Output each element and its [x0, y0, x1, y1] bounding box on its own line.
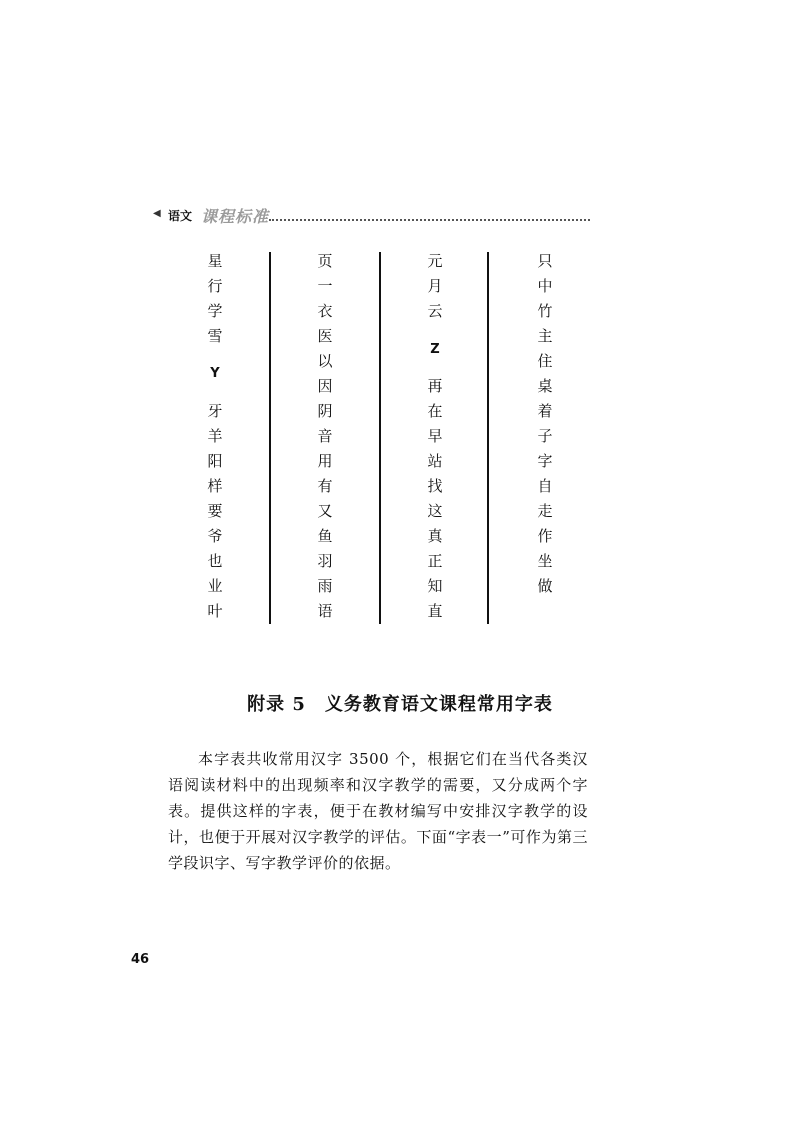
- char-cell: 月: [427, 277, 443, 295]
- char-cell: 医: [317, 327, 333, 345]
- char-cell: 要: [207, 502, 223, 520]
- body-text: [168, 746, 588, 876]
- char-cell: 再: [427, 377, 443, 395]
- char-cell: 元: [427, 252, 443, 270]
- char-cell: 叶: [207, 602, 223, 620]
- char-cell: 页: [317, 252, 333, 270]
- char-cell: 这: [427, 502, 443, 520]
- char-cell: 作: [537, 527, 553, 545]
- char-cell: 因: [317, 377, 333, 395]
- char-cell: 知: [427, 577, 443, 595]
- char-cell: 着: [537, 402, 553, 420]
- char-cell: 语: [317, 602, 333, 620]
- char-cell: 雪: [207, 327, 223, 345]
- char-cell: 主: [537, 327, 553, 345]
- char-cell: 用: [317, 452, 333, 470]
- char-cell: 桌: [537, 377, 553, 395]
- char-cell: 阴: [317, 402, 333, 420]
- char-cell: 正: [427, 552, 443, 570]
- char-column-4: [490, 252, 600, 624]
- char-cell: 只: [537, 252, 553, 270]
- header-dotted-rule: [269, 219, 590, 221]
- char-cell: 羊: [207, 427, 223, 445]
- pinyin-letter-heading: Y: [210, 366, 220, 381]
- page-number: 46: [131, 952, 150, 967]
- triangle-marker-icon: ◀: [153, 208, 161, 219]
- char-cell: 羽: [317, 552, 333, 570]
- char-cell: 住: [537, 352, 553, 370]
- char-column-1: [160, 252, 270, 624]
- char-cell: 在: [427, 402, 443, 420]
- char-cell: 牙: [207, 402, 223, 420]
- char-cell: 子: [537, 427, 553, 445]
- char-cell: 爷: [207, 527, 223, 545]
- char-cell: 字: [537, 452, 553, 470]
- char-cell: 真: [427, 527, 443, 545]
- paragraph: 本字表共收常用汉字 3500 个，根据它们在当代各类汉语阅读材料中的出现频率和汉字教学的需要，又分成两个字表。提供这样的字表，便于在教材编写中安排汉字教学的设计，也便于开展对汉字教学的评估。下面“字表一”可作为第三学段识字、写字教学评价的依据。: [168, 750, 588, 872]
- header-subject: 语文: [168, 209, 193, 223]
- char-cell: 竹: [537, 302, 553, 320]
- column-divider: [487, 252, 489, 624]
- char-cell: 雨: [317, 577, 333, 595]
- char-cell: 行: [207, 277, 223, 295]
- char-cell: 业: [207, 577, 223, 595]
- char-cell: 有: [317, 477, 333, 495]
- char-cell: 学: [207, 302, 223, 320]
- char-cell: 也: [207, 552, 223, 570]
- char-cell: 站: [427, 452, 443, 470]
- char-cell: 早: [427, 427, 443, 445]
- char-cell: 走: [537, 502, 553, 520]
- char-cell: 样: [207, 477, 223, 495]
- character-table: [160, 252, 600, 624]
- char-cell: 衣: [317, 302, 333, 320]
- char-cell: 坐: [537, 552, 553, 570]
- pinyin-letter-heading: Z: [430, 342, 440, 357]
- char-cell: 一: [317, 277, 333, 295]
- char-cell: 做: [537, 577, 553, 595]
- char-cell: 星: [207, 252, 223, 270]
- char-cell: 云: [427, 302, 443, 320]
- appendix-title: 附录 5 义务教育语文课程常用字表: [247, 694, 553, 715]
- running-header: [153, 206, 590, 226]
- char-column-3: [380, 252, 490, 624]
- char-cell: 找: [427, 477, 443, 495]
- char-cell: 直: [427, 602, 443, 620]
- char-cell: 阳: [207, 452, 223, 470]
- char-cell: 中: [537, 277, 553, 295]
- char-cell: 以: [317, 352, 333, 370]
- char-cell: 音: [317, 427, 333, 445]
- char-column-2: [270, 252, 380, 624]
- char-cell: 鱼: [317, 527, 333, 545]
- char-cell: 自: [537, 477, 553, 495]
- char-cell: 又: [317, 502, 333, 520]
- header-series-title: 课程标准: [201, 207, 270, 226]
